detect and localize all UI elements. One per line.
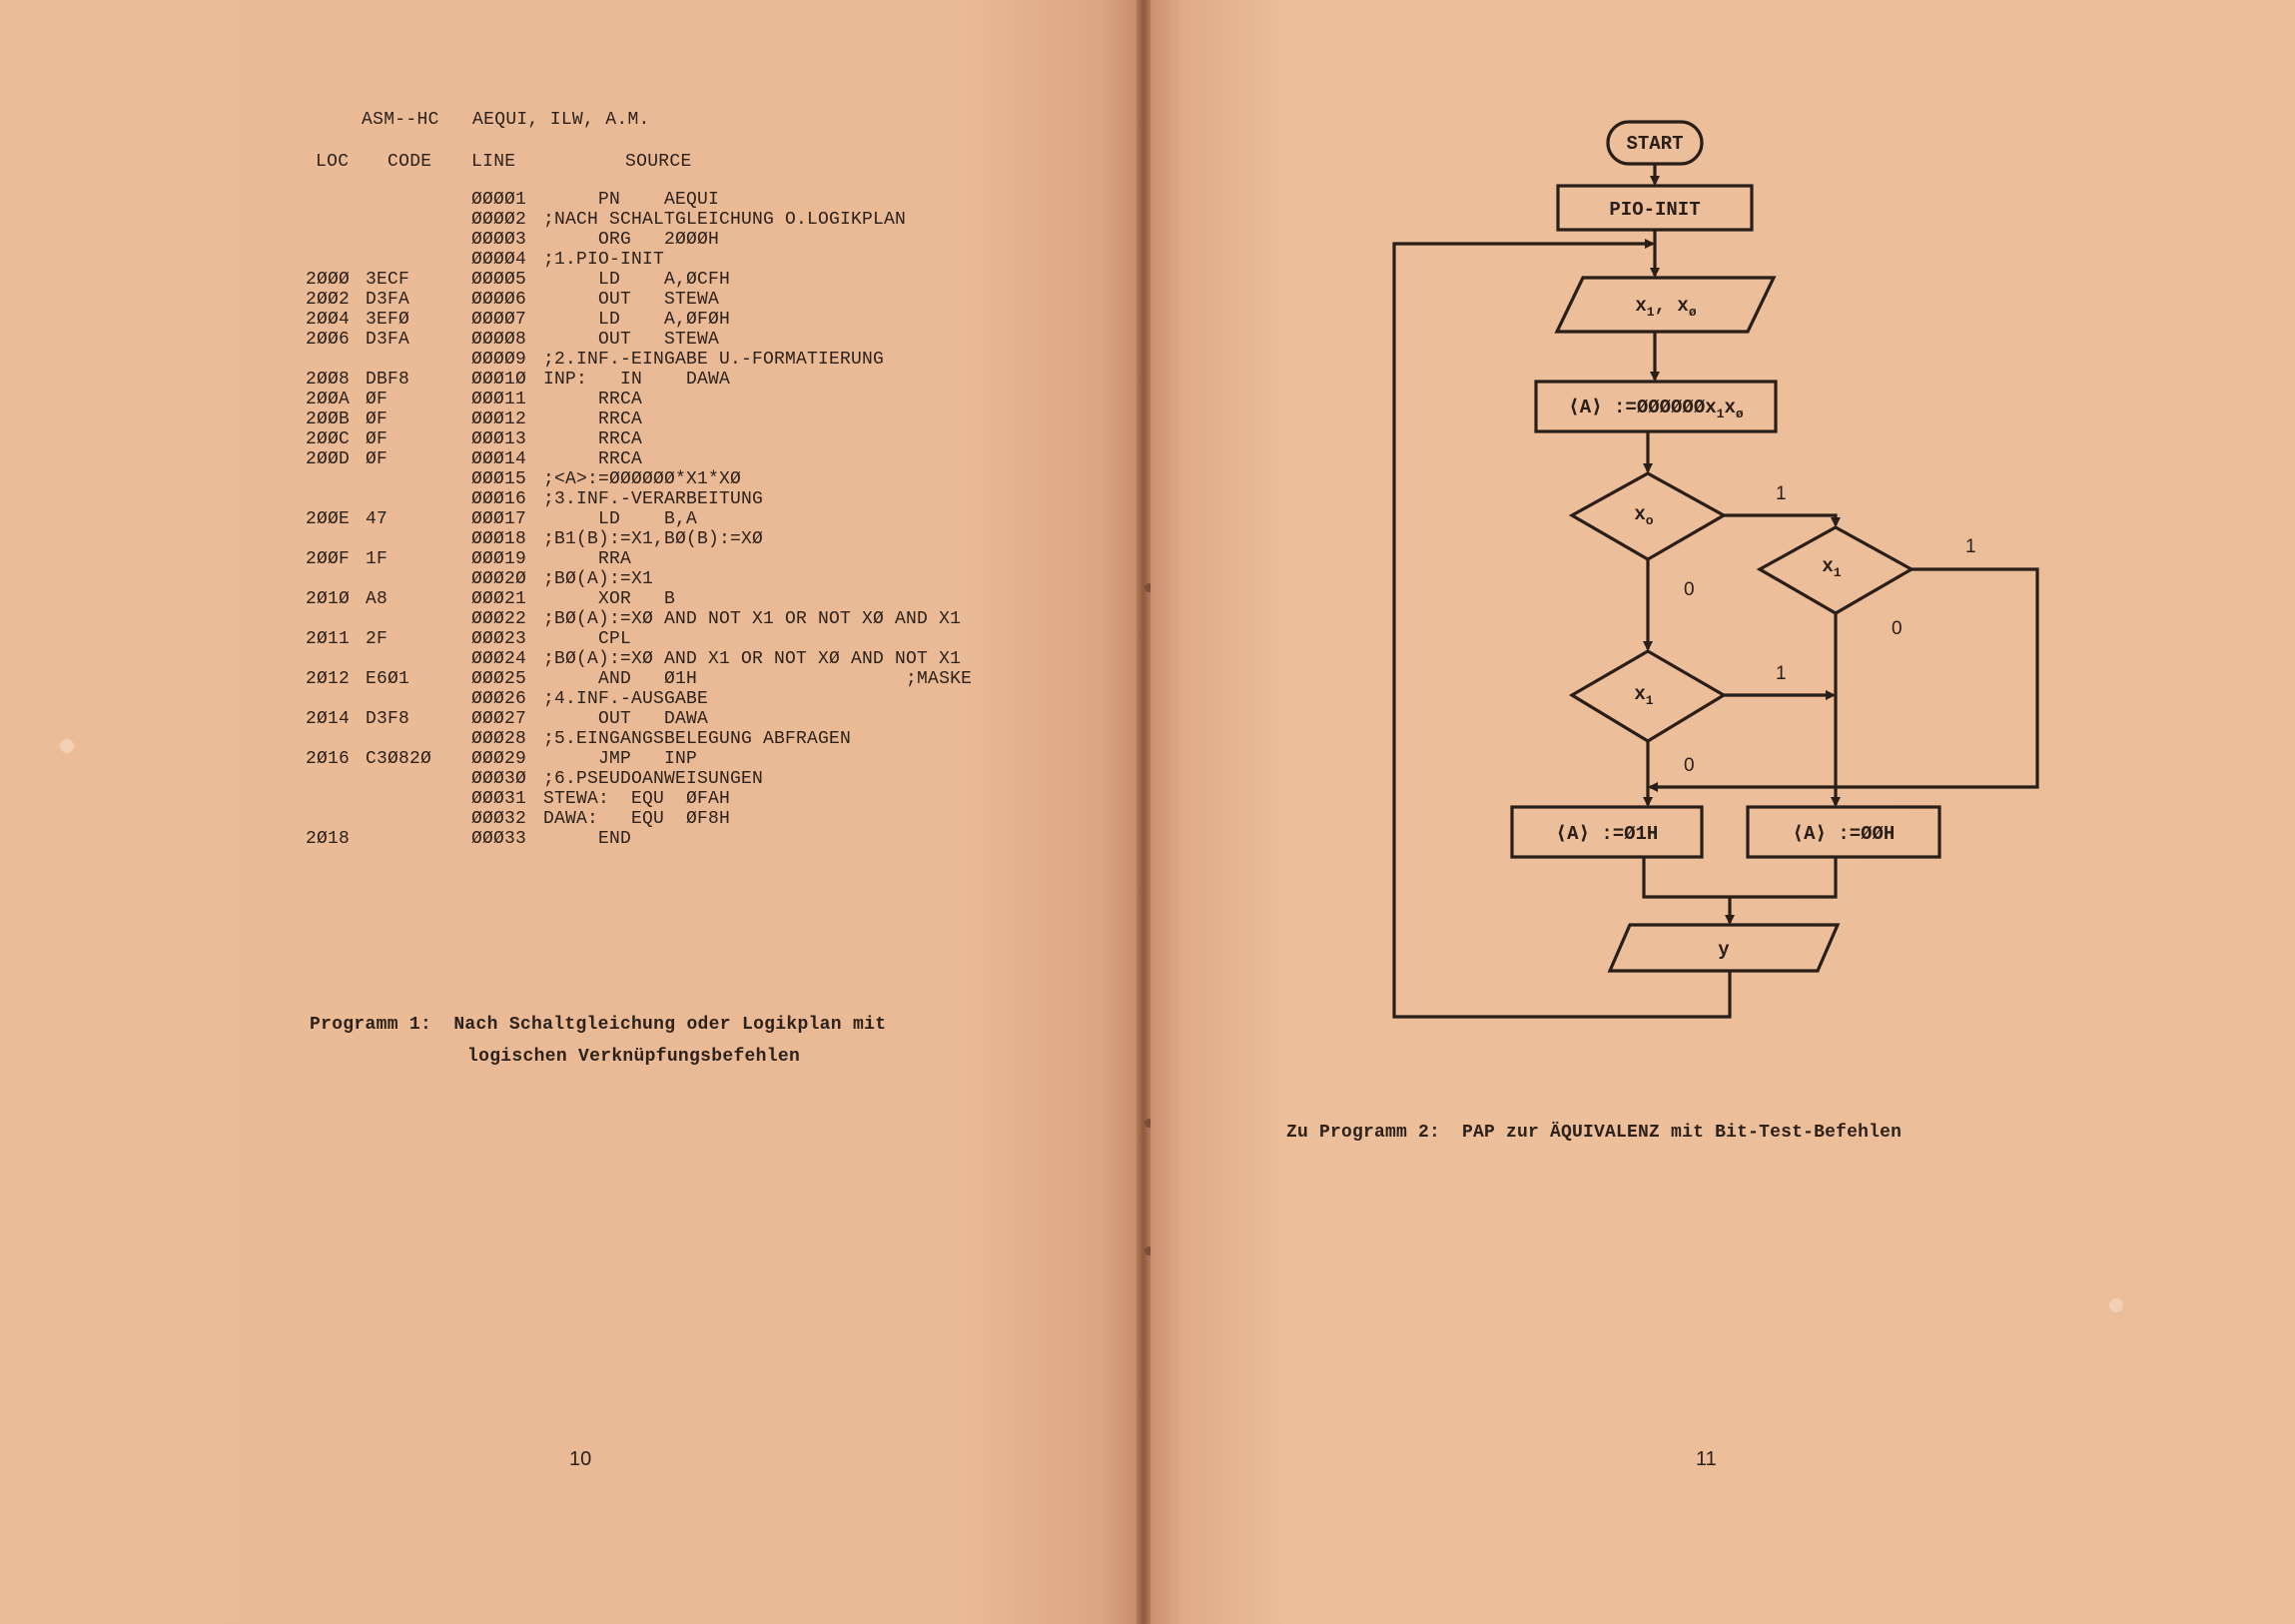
listing-code: A8 xyxy=(366,589,388,609)
listing-row xyxy=(0,509,1099,529)
listing-line: ØØØØ2 xyxy=(471,210,527,230)
listing-source: ;BØ(A):=X1 xyxy=(543,569,654,589)
listing-row xyxy=(0,230,1099,250)
listing-source: CPL xyxy=(543,629,632,649)
listing-row xyxy=(0,769,1099,789)
listing-line: ØØØ22 xyxy=(471,609,527,629)
listing-line: ØØØ11 xyxy=(471,390,527,409)
listing-source: ;B1(B):=X1,BØ(B):=XØ xyxy=(543,529,764,549)
listing-line: ØØØ24 xyxy=(471,649,527,669)
listing-loc: 2ØØC xyxy=(306,429,351,449)
listing-row xyxy=(0,589,1099,609)
listing-line: ØØØ2Ø xyxy=(471,569,527,589)
listing-line: ØØØØ7 xyxy=(471,310,527,330)
listing-row xyxy=(0,649,1099,669)
listing-row xyxy=(0,190,1099,210)
listing-code: DBF8 xyxy=(366,370,410,390)
listing-source: RRCA xyxy=(543,429,643,449)
edge-label-x1-right-zero: 0 xyxy=(1892,618,1903,639)
listing-source: RRA xyxy=(543,549,632,569)
assign-00h-label: ⟨A⟩ :=ØØH xyxy=(1792,823,1896,845)
listing-source: AND Ø1H ;MASKE xyxy=(543,669,973,689)
edge-label-x1-left-zero: 0 xyxy=(1684,755,1695,776)
listing-row xyxy=(0,350,1099,370)
listing-line: ØØØ23 xyxy=(471,629,527,649)
listing-loc: 2ØØØ xyxy=(306,270,351,290)
listing-code: 3EFØ xyxy=(366,310,410,330)
listing-loc: 2Ø12 xyxy=(306,669,351,689)
listing-loc: 2ØØE xyxy=(306,509,351,529)
listing-source: LD A,ØCFH xyxy=(543,270,731,290)
edge-label-x1-left-one: 1 xyxy=(1776,663,1787,684)
listing-code: D3FA xyxy=(366,290,410,310)
listing-line: ØØØ1Ø xyxy=(471,370,527,390)
listing-line: ØØØ16 xyxy=(471,489,527,509)
listing-row xyxy=(0,549,1099,569)
listing-row xyxy=(0,449,1099,469)
listing-loc: 2ØØD xyxy=(306,449,351,469)
listing-row xyxy=(0,370,1099,390)
listing-line: ØØØ33 xyxy=(471,829,527,849)
listing-row xyxy=(0,729,1099,749)
listing-row xyxy=(0,829,1099,849)
edge-label-x1-right-one: 1 xyxy=(1965,536,1976,557)
listing-code: ØF xyxy=(366,449,388,469)
listing-code: ØF xyxy=(366,429,388,449)
program-1-caption-line2: logischen Verknüpfungsbefehlen xyxy=(467,1047,801,1067)
listing-line: ØØØ18 xyxy=(471,529,527,549)
listing-source: ;2.INF.-EINGABE U.-FORMATIERUNG xyxy=(543,350,885,370)
listing-row xyxy=(0,210,1099,230)
listing-source: ;BØ(A):=XØ AND NOT X1 OR NOT XØ AND X1 xyxy=(543,609,962,629)
listing-source: ;NACH SCHALTGLEICHUNG O.LOGIKPLAN xyxy=(543,210,907,230)
page-number-right: 11 xyxy=(1696,1448,1717,1470)
program-2-caption: Zu Programm 2: PAP zur ÄQUIVALENZ mit Bit-Test-Befehlen xyxy=(1286,1123,1903,1143)
listing-row xyxy=(0,629,1099,649)
listing-row xyxy=(0,529,1099,549)
listing-source: ;3.INF.-VERARBEITUNG xyxy=(543,489,764,509)
header-code: CODE xyxy=(387,152,432,172)
listing-line: ØØØ12 xyxy=(471,409,527,429)
listing-row xyxy=(0,489,1099,509)
assign-01h-label: ⟨A⟩ :=Ø1H xyxy=(1555,823,1659,845)
listing-line: ØØØ15 xyxy=(471,469,527,489)
listing-source: OUT STEWA xyxy=(543,330,720,350)
edge-x0-one xyxy=(1724,515,1836,525)
listing-loc: 2Ø18 xyxy=(306,829,351,849)
listing-code: 2F xyxy=(366,629,388,649)
listing-row xyxy=(0,390,1099,409)
listing-source: ;4.INF.-AUSGABE xyxy=(543,689,709,709)
listing-row xyxy=(0,409,1099,429)
left-page xyxy=(0,0,1137,1624)
listing-source: END xyxy=(543,829,632,849)
decision-x1-right-label: $x_1$ xyxy=(1822,555,1842,580)
listing-row xyxy=(0,789,1099,809)
listing-row xyxy=(0,330,1099,350)
header-loc: LOC xyxy=(316,152,350,172)
listing-line: ØØØ13 xyxy=(471,429,527,449)
listing-source: RRCA xyxy=(543,449,643,469)
listing-row xyxy=(0,469,1099,489)
listing-row xyxy=(0,250,1099,270)
listing-row xyxy=(0,270,1099,290)
listing-source: ;6.PSEUDOANWEISUNGEN xyxy=(543,769,764,789)
listing-source: OUT DAWA xyxy=(543,709,709,729)
listing-row xyxy=(0,569,1099,589)
input-label: $x_1$, $x_ø$ xyxy=(1635,295,1697,320)
listing-line: ØØØ32 xyxy=(471,809,527,829)
listing-line: ØØØ31 xyxy=(471,789,527,809)
listing-code: D3FA xyxy=(366,330,410,350)
listing-line: ØØØ14 xyxy=(471,449,527,469)
listing-row xyxy=(0,609,1099,629)
listing-line: ØØØ3Ø xyxy=(471,769,527,789)
edge-label-x0-one: 1 xyxy=(1776,483,1787,504)
edge-merge xyxy=(1644,857,1836,897)
listing-loc: 2ØØ8 xyxy=(306,370,351,390)
book-spine xyxy=(1137,0,1150,1624)
listing-row xyxy=(0,669,1099,689)
listing-title: ASM--HC AEQUI, ILW, A.M. xyxy=(362,110,650,130)
listing-line: ØØØ21 xyxy=(471,589,527,609)
listing-line: ØØØØ9 xyxy=(471,350,527,370)
listing-source: RRCA xyxy=(543,390,643,409)
listing-line: ØØØØ6 xyxy=(471,290,527,310)
listing-row xyxy=(0,689,1099,709)
listing-line: ØØØØ8 xyxy=(471,330,527,350)
program-1-caption-line1: Programm 1: Nach Schaltgleichung oder Logikplan mit xyxy=(310,1015,887,1035)
listing-row xyxy=(0,290,1099,310)
listing-source: LD A,ØFØH xyxy=(543,310,731,330)
listing-source: ;1.PIO-INIT xyxy=(543,250,665,270)
listing-loc: 2ØØA xyxy=(306,390,351,409)
decision-x0-label: $x_o$ xyxy=(1634,503,1654,528)
paper-spot xyxy=(2109,1298,2123,1312)
listing-code: 3ECF xyxy=(366,270,410,290)
listing-source: ;5.EINGANGSBELEGUNG ABFRAGEN xyxy=(543,729,852,749)
listing-code: D3F8 xyxy=(366,709,410,729)
listing-code: 1F xyxy=(366,549,388,569)
listing-line: ØØØ27 xyxy=(471,709,527,729)
pio-init-label: PIO-INIT xyxy=(1609,199,1701,221)
start-label: START xyxy=(1626,133,1684,155)
listing-source: OUT STEWA xyxy=(543,290,720,310)
listing-code: ØF xyxy=(366,409,388,429)
listing-source: ;<A>:=ØØØØØØ*X1*XØ xyxy=(543,469,742,489)
flowchart-pap xyxy=(1378,110,2057,1029)
listing-row xyxy=(0,429,1099,449)
listing-source: JMP INP xyxy=(543,749,698,769)
listing-loc: 2ØØ4 xyxy=(306,310,351,330)
listing-code: 47 xyxy=(366,509,388,529)
output-y-label: y xyxy=(1718,939,1730,961)
decision-x1-left-label: $x_1$ xyxy=(1634,683,1654,708)
listing-line: ØØØ28 xyxy=(471,729,527,749)
page-number-left: 10 xyxy=(569,1448,592,1470)
listing-row xyxy=(0,809,1099,829)
listing-source: RRCA xyxy=(543,409,643,429)
listing-source: ;BØ(A):=XØ AND X1 OR NOT XØ AND NOT X1 xyxy=(543,649,962,669)
listing-line: ØØØØ1 xyxy=(471,190,527,210)
listing-line: ØØØ17 xyxy=(471,509,527,529)
assign-a-label: ⟨A⟩ $:=ØØØØØØx_1x_ø$ xyxy=(1568,397,1744,421)
listing-source: STEWA: EQU ØFAH xyxy=(543,789,731,809)
listing-row xyxy=(0,310,1099,330)
edge-loop-back xyxy=(1394,244,1730,1017)
listing-loc: 2Ø11 xyxy=(306,629,351,649)
listing-loc: 2ØØB xyxy=(306,409,351,429)
listing-line: ØØØ25 xyxy=(471,669,527,689)
listing-source: INP: IN DAWA xyxy=(543,370,731,390)
listing-line: ØØØØ4 xyxy=(471,250,527,270)
listing-loc: 2Ø1Ø xyxy=(306,589,351,609)
listing-source: ORG 2ØØØH xyxy=(543,230,720,250)
listing-line: ØØØØ3 xyxy=(471,230,527,250)
listing-code: C3Ø82Ø xyxy=(366,749,432,769)
listing-source: DAWA: EQU ØF8H xyxy=(543,809,731,829)
listing-loc: 2ØØF xyxy=(306,549,351,569)
listing-source: PN AEQUI xyxy=(543,190,720,210)
listing-line: ØØØØ5 xyxy=(471,270,527,290)
listing-row xyxy=(0,709,1099,729)
listing-loc: 2ØØ2 xyxy=(306,290,351,310)
listing-line: ØØØ26 xyxy=(471,689,527,709)
header-line: LINE xyxy=(471,152,516,172)
listing-code: ØF xyxy=(366,390,388,409)
listing-loc: 2ØØ6 xyxy=(306,330,351,350)
header-source: SOURCE xyxy=(625,152,692,172)
listing-line: ØØØ29 xyxy=(471,749,527,769)
listing-line: ØØØ19 xyxy=(471,549,527,569)
listing-loc: 2Ø14 xyxy=(306,709,351,729)
listing-code: E6Ø1 xyxy=(366,669,410,689)
listing-source: XOR B xyxy=(543,589,676,609)
listing-row xyxy=(0,749,1099,769)
listing-loc: 2Ø16 xyxy=(306,749,351,769)
paper-spot xyxy=(60,739,74,753)
listing-source: LD B,A xyxy=(543,509,698,529)
edge-x1-right-one xyxy=(1650,569,2037,787)
edge-label-x0-zero: 0 xyxy=(1684,579,1695,600)
